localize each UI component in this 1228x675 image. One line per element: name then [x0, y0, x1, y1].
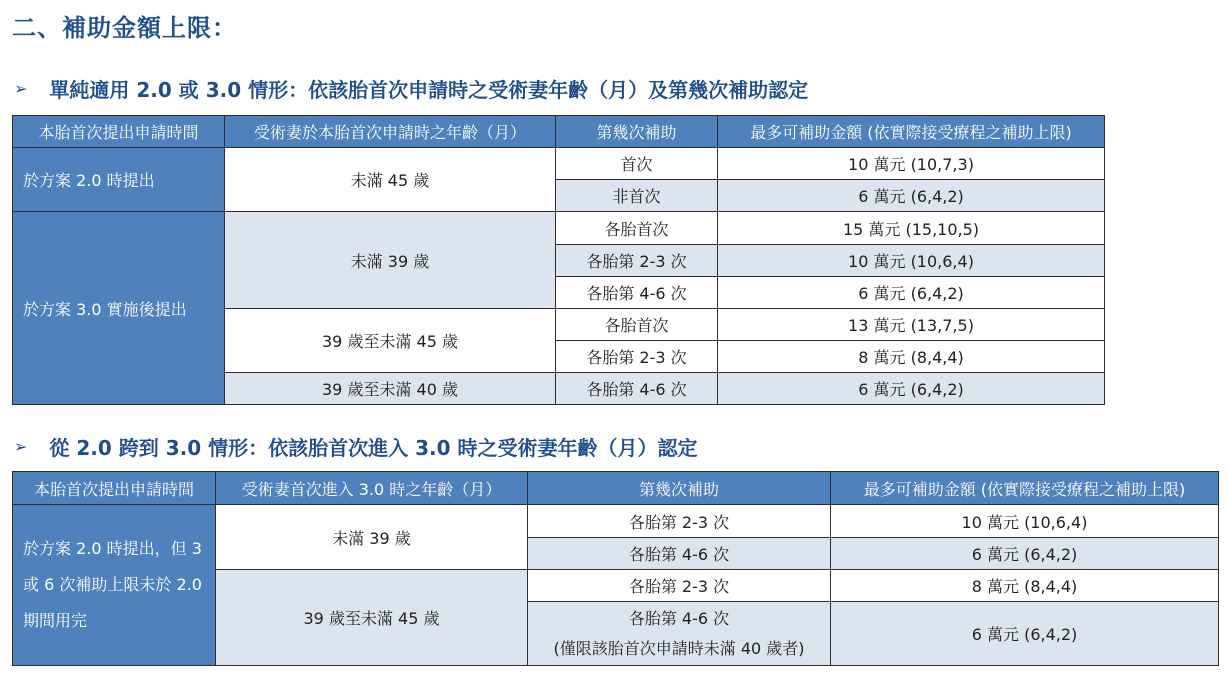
subsidy-count-cell: 各胎第 2-3 次	[528, 570, 831, 602]
subsidy-count-cell: 各胎第 2-3 次	[528, 505, 831, 538]
amount-cell: 8 萬元 (8,4,4)	[831, 570, 1219, 602]
subsidy-table-1	[12, 115, 1105, 405]
age-cell: 39 歲至未滿 45 歲	[216, 570, 528, 666]
amount-cell: 15 萬元 (15,10,5)	[718, 212, 1105, 245]
amount-cell: 8 萬元 (8,4,4)	[718, 341, 1105, 373]
col-header-application-time: 本胎首次提出申請時間	[13, 116, 225, 148]
subsidy-count-cell	[528, 602, 831, 666]
group-cell: 於方案 2.0 時提出	[13, 148, 225, 212]
subsidy-count-cell: 各胎首次	[556, 309, 718, 341]
subsidy-table-2	[12, 471, 1219, 666]
col-header-max-amount: 最多可補助金額 (依實際接受療程之補助上限)	[831, 472, 1219, 505]
amount-cell: 13 萬元 (13,7,5)	[718, 309, 1105, 341]
col-header-subsidy-count: 第幾次補助	[528, 472, 831, 505]
subsidy-count-cell: 各胎第 4-6 次	[556, 373, 718, 405]
amount-cell: 10 萬元 (10,7,3)	[718, 148, 1105, 180]
amount-cell: 10 萬元 (10,6,4)	[831, 505, 1219, 538]
table-row	[13, 148, 1105, 180]
subsidy-count-note: (僅限該胎首次申請時未滿 40 歲者)	[553, 638, 805, 658]
subsection-2-title-row	[14, 432, 697, 461]
subsidy-count-cell: 各胎首次	[556, 212, 718, 245]
amount-cell: 6 萬元 (6,4,2)	[831, 538, 1219, 570]
table-header-row	[13, 472, 1219, 505]
col-header-age: 受術妻首次進入 3.0 時之年齡（月）	[216, 472, 528, 505]
subsidy-count-cell: 各胎第 2-3 次	[556, 245, 718, 277]
col-header-subsidy-count: 第幾次補助	[556, 116, 718, 148]
group-cell: 於方案 3.0 實施後提出	[13, 212, 225, 405]
age-cell: 未滿 39 歲	[225, 212, 556, 309]
age-cell: 未滿 45 歲	[225, 148, 556, 212]
age-cell: 39 歲至未滿 45 歲	[225, 309, 556, 373]
age-cell: 未滿 39 歲	[216, 505, 528, 570]
section-title: 二、補助金額上限：	[12, 14, 237, 42]
subsidy-count-cell: 各胎第 4-6 次	[528, 538, 831, 570]
amount-cell: 6 萬元 (6,4,2)	[831, 602, 1219, 666]
table-header-row	[13, 116, 1105, 148]
amount-cell: 6 萬元 (6,4,2)	[718, 180, 1105, 212]
subsection-1-title-row	[14, 74, 808, 103]
subsidy-count-cell: 首次	[556, 148, 718, 180]
subsidy-count-cell: 各胎第 2-3 次	[556, 341, 718, 373]
amount-cell: 6 萬元 (6,4,2)	[718, 373, 1105, 405]
table-row	[13, 505, 1219, 538]
col-header-max-amount: 最多可補助金額 (依實際接受療程之補助上限)	[718, 116, 1105, 148]
subsidy-count-cell: 非首次	[556, 180, 718, 212]
amount-cell: 6 萬元 (6,4,2)	[718, 277, 1105, 309]
subsidy-count-text: 各胎第 4-6 次	[628, 608, 730, 628]
age-cell: 39 歲至未滿 40 歲	[225, 373, 556, 405]
subsection-1-title: 單純適用 2.0 或 3.0 情形：依該胎首次申請時之受術妻年齡（月）及第幾次補助認定	[49, 78, 809, 102]
arrow-bullet-icon: ➢	[14, 79, 28, 98]
arrow-bullet-icon: ➢	[14, 437, 28, 456]
amount-cell: 10 萬元 (10,6,4)	[718, 245, 1105, 277]
col-header-application-time: 本胎首次提出申請時間	[13, 472, 216, 505]
subsection-2-title: 從 2.0 跨到 3.0 情形：依該胎首次進入 3.0 時之受術妻年齡（月）認定	[49, 436, 698, 460]
group-cell: 於方案 2.0 時提出，但 3 或 6 次補助上限未於 2.0 期間用完	[13, 505, 216, 666]
subsidy-count-cell: 各胎第 4-6 次	[556, 277, 718, 309]
table-row	[13, 212, 1105, 245]
col-header-age: 受術妻於本胎首次申請時之年齡（月）	[225, 116, 556, 148]
